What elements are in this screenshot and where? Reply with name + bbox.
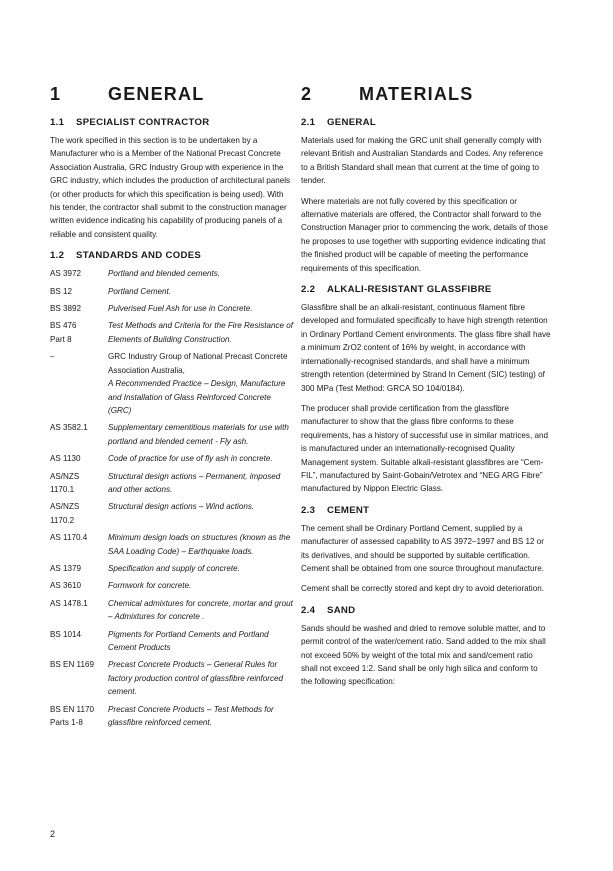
standard-code: BS 12 bbox=[50, 286, 73, 296]
standard-row bbox=[50, 500, 295, 531]
standard-description: Code of practice for use of fly ash in concrete. bbox=[108, 454, 273, 464]
standard-row bbox=[50, 267, 295, 284]
standard-code: AS 1170.4 bbox=[50, 533, 88, 543]
standard-description bbox=[108, 350, 295, 421]
standard-description: Chemical admixtures for concrete, mortar and grout – Admixtures for concrete . bbox=[108, 598, 293, 622]
paragraph: Sands should be washed and dried to remove soluble matter, and to permit control of the water/cement ratio. Sand added to the mix shall not exceed 50% by weight of the total mix and sand/cement ratio shall not exceed 1:2. Sand shall be only high silica and conform to the following specification: bbox=[301, 623, 546, 687]
standard-row bbox=[50, 628, 295, 659]
standard-description-italic: A Recommended Practice – Design, Manufacture and Installation of Glass Reinforced Concrete (GRC) bbox=[108, 379, 286, 415]
paragraph: Cement shall be correctly stored and kept dry to avoid deterioration. bbox=[301, 584, 544, 594]
standards-table bbox=[50, 267, 295, 733]
standard-description: Portland and blended cements. bbox=[108, 269, 221, 279]
page-number: 2 bbox=[50, 829, 56, 839]
standard-description: Formwork for concrete. bbox=[108, 581, 192, 591]
standard-row bbox=[50, 562, 295, 579]
standard-row bbox=[50, 421, 295, 452]
standard-code: BS 1014 bbox=[50, 629, 82, 639]
chapter-heading-materials: 2 MATERIALS bbox=[301, 84, 474, 104]
standard-row bbox=[50, 285, 295, 302]
standard-description: Pigments for Portland Cements and Portland Cement Products bbox=[108, 629, 269, 652]
section-specialist-contractor bbox=[50, 117, 295, 241]
standard-description: Specification and supply of concrete. bbox=[108, 563, 240, 573]
standard-code: AS/NZS 1170.2 bbox=[50, 502, 80, 525]
standard-description: Pulverised Fuel Ash for use in Concrete. bbox=[108, 304, 253, 314]
standard-code: AS 3610 bbox=[50, 581, 82, 591]
paragraph: The producer shall provide certification from the glassfibre manufacturer to show that the glass fibre conforms to these requirements, has a history of successful use in similar matrices, and is manufactured under an internationally-recognised Quality Management system. Suitable alkali-resistant glassfibres are “Cem-FIL”, manufactured by Saint-Gobain/Vetrotex and “NEG ARG Fibre” manufactured by Nippon Electric Glass. bbox=[301, 403, 548, 494]
standard-row bbox=[50, 452, 295, 469]
standard-code: AS 3582.1 bbox=[50, 423, 88, 433]
standard-code: AS 1478.1 bbox=[50, 598, 88, 608]
section-heading: 2.2 ALKALI-RESISTANT GLASSFIBRE bbox=[301, 284, 492, 296]
right-column bbox=[301, 84, 551, 698]
standard-description: Structural design actions – Permanent, imposed and other actions. bbox=[108, 471, 281, 494]
section-glassfibre bbox=[301, 284, 551, 496]
standard-row bbox=[50, 597, 295, 628]
standard-description: Minimum design loads on structures (known as the SAA Loading Code) – Earthquake loads. bbox=[108, 533, 291, 556]
standard-description: Supplementary cementitious materials for use with portland and blended cement - Fly ash. bbox=[108, 423, 289, 446]
section-sand bbox=[301, 605, 551, 689]
paragraph: Where materials are not fully covered by this specification or alternative materials are offered, the Contractor shall forward to the Construction Manager prior to commencing the work, details of those he proposes to use together with supporting evidence indicating that the finished product will be capable of meeting the performance requirements of this specification. bbox=[301, 196, 548, 273]
standard-description: Precast Concrete Products – Test Methods for glassfibre reinforced cement. bbox=[108, 704, 274, 728]
standard-description: Structural design actions – Wind actions. bbox=[108, 502, 255, 512]
standard-code: BS EN 1170 Parts 1-8 bbox=[50, 704, 94, 728]
section-heading: 1.1 SPECIALIST CONTRACTOR bbox=[50, 117, 210, 128]
paragraph: The work specified in this section is to be undertaken by a Manufacturer who is a Member of the National Precast Concrete Association Australia, GRC Industry Group with experience in the GRC industry, which includes the production of architectural panels (or other products for which this specification is being used). With his tender, the contractor shall submit to the construction manager written evidence indicating his capability of producing panels of a reliable and consistent quality. bbox=[50, 136, 291, 239]
standard-row bbox=[50, 703, 295, 734]
section-standards-codes bbox=[50, 250, 295, 733]
paragraph: Glassfibre shall be an alkali-resistant, continuous filament fibre developed and formulated specifically to have high strength retention in Ordinary Portland Cement environments. The glass fibre shall have a minimum ZrO2 content of 16% by weight, in accordance with internationally-recognised standards, and shall have a minimum strength retention (determined by Strand In Cement (SIC) testing) of 300 MPa (Test Method: GRCA SO 104/0184). bbox=[301, 303, 551, 393]
standard-row bbox=[50, 531, 295, 562]
standard-code: BS 476 Part 8 bbox=[50, 321, 77, 344]
paragraph: Materials used for making the GRC unit shall generally comply with relevant British and Australian Standards and Codes. Any reference to a British Standard shall mean that current at the time of going to tender. bbox=[301, 136, 544, 186]
standard-row bbox=[50, 579, 295, 596]
standard-code: AS 3972 bbox=[50, 269, 82, 279]
section-heading: 2.4 SAND bbox=[301, 604, 356, 616]
standard-description: Test Methods and Criteria for the Fire Resistance of Elements of Building Construction. bbox=[108, 321, 294, 344]
standard-row bbox=[50, 658, 295, 702]
standard-row bbox=[50, 302, 295, 319]
section-general bbox=[301, 117, 551, 275]
left-column bbox=[50, 84, 295, 742]
chapter-heading-general: 1 GENERAL bbox=[50, 84, 205, 104]
section-cement bbox=[301, 505, 551, 596]
section-heading: 1.2 STANDARDS AND CODES bbox=[50, 250, 202, 262]
section-heading: 2.3 CEMENT bbox=[301, 504, 370, 516]
standard-code: AS 1130 bbox=[50, 454, 81, 464]
standard-row bbox=[50, 319, 295, 350]
standard-description-roman: GRC Industry Group of National Precast Concrete Association Australia, bbox=[108, 352, 288, 375]
paragraph: The cement shall be Ordinary Portland Cement, supplied by a manufacturer of assessed capability to AS 3972–1997 and BS 12 or its derivatives, and should be supported by suitable certification. Cement shall be obtained from one source throughout manufacture. bbox=[301, 523, 544, 573]
standard-code: BS EN 1169 bbox=[50, 660, 94, 670]
section-heading: 2.1 GENERAL bbox=[301, 117, 377, 128]
standard-code: AS/NZS 1170.1 bbox=[50, 471, 80, 494]
standard-code: BS 3892 bbox=[50, 304, 82, 314]
standard-description: Portland Cement. bbox=[108, 286, 171, 296]
standard-code: AS 1379 bbox=[50, 563, 82, 573]
standard-row bbox=[50, 350, 295, 421]
standard-description: Precast Concrete Products – General Rules for factory production control of glassfibre reinforced cement. bbox=[108, 660, 284, 697]
standard-row bbox=[50, 470, 295, 501]
standard-code: – bbox=[50, 352, 55, 362]
